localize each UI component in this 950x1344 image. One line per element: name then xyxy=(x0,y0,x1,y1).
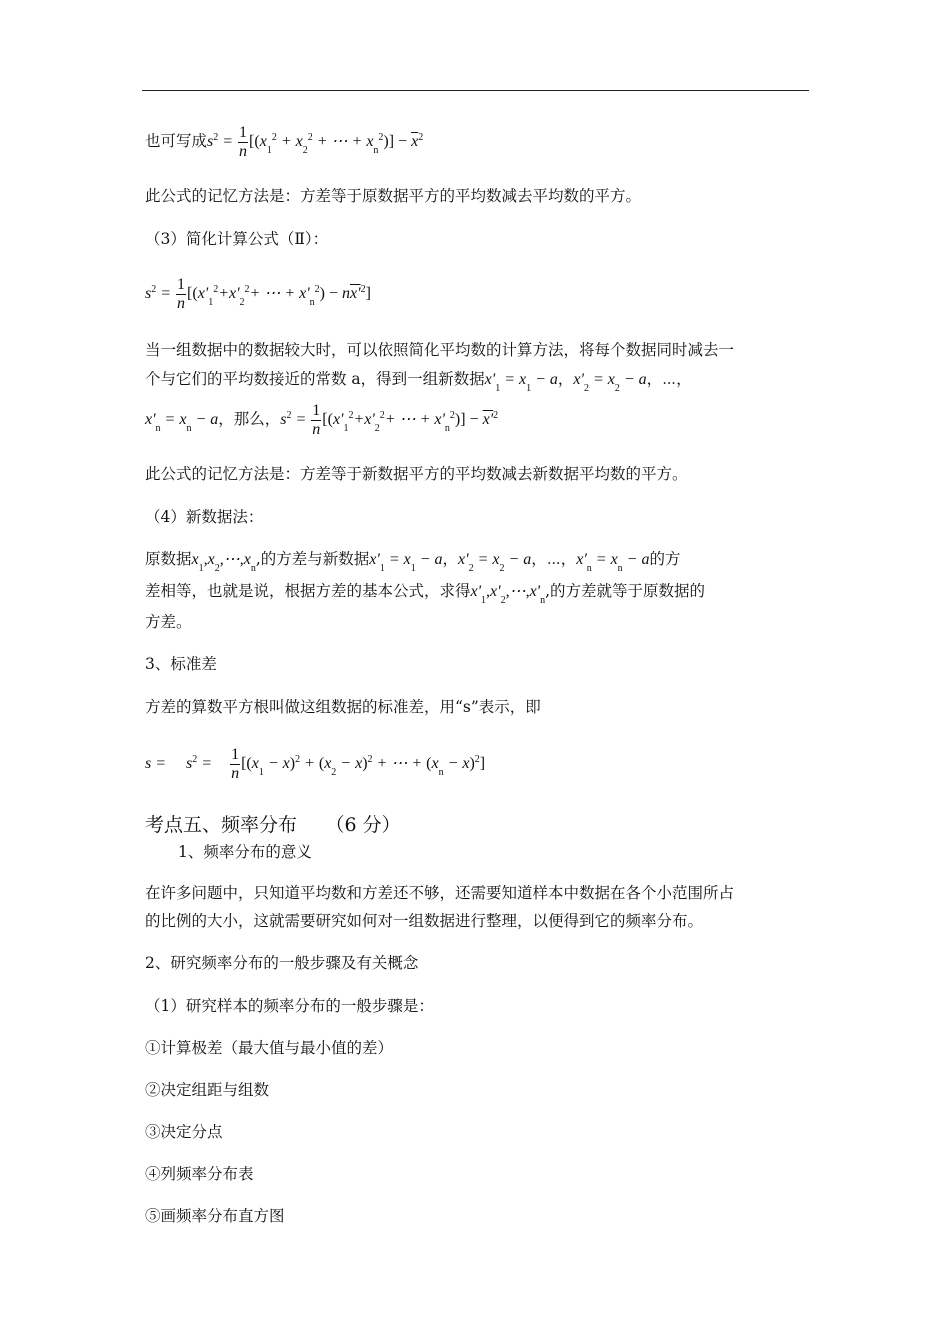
step-4: ④列频率分布表 xyxy=(145,1165,254,1183)
paragraph-3: $x'_n = x_n - a$，那么，$s^2$ = $\frac{1}{n}$ [($x'_1^2+x'_2^2+$ ⋯ + $x'_n^2)] - x'^2$ xyxy=(145,402,499,438)
memo-1: 此公式的记忆方法是：方差等于原数据平方的平均数减去平均数的平方。 xyxy=(145,187,642,205)
memo-2: 此公式的记忆方法是：方差等于新数据平方的平均数减去新数据平均数的平方。 xyxy=(145,465,688,483)
paragraph-6: 方差。 xyxy=(145,613,192,631)
step-3: ③决定分点 xyxy=(145,1123,223,1141)
std-dev-formula: $s = s^2$ = $\frac{1}{n}$ [$(x_1 - x)^2 + (x_2 - x)^2$ + ⋯ + $(x_n - x)^2$] xyxy=(145,746,486,782)
variance-formula-2: $s^2$ = $\frac{1}{n}$ [($x'_1^2+x'_2^2+$ ⋯ + $x'_n^2) - nx'^2$] xyxy=(145,276,371,312)
paragraph-9: 的比例的大小，这就需要研究如何对一组数据进行整理，以便得到它的频率分布。 xyxy=(145,912,704,930)
paragraph-5: 差相等，也就是说，根据方差的基本公式，求得$x'_1,x'_2,\cdots,x'_n$,的方差就等于原数据的 xyxy=(145,582,706,606)
variance-formula-1: $s^2$ = $\frac{1}{n}$ [($x_1^2 + x_2^2$ + ⋯ + $x_n^2)] - \overline{x}^2$ xyxy=(207,124,424,160)
section-heading-5: 考点五、频率分布 （6 分） xyxy=(145,814,401,836)
steps-title: （1）研究样本的频率分布的一般步骤是： xyxy=(145,997,434,1015)
formula-line-2 xyxy=(145,276,371,313)
subheading-1: 1、频率分布的意义 xyxy=(178,843,312,861)
step-2: ②决定组距与组数 xyxy=(145,1081,270,1099)
formula-line-1: 也可写成$s^2$ = $\frac{1}{n}$ [($x_1^2 + x_2^2$ + ⋯ + $x_n^2)] - \overline{x}^2$ xyxy=(145,124,424,160)
paragraph-7: 方差的算数平方根叫做这组数据的标准差，用“s”表示，即 xyxy=(145,698,541,716)
section-3-title: （3）简化计算公式（Ⅱ）： xyxy=(145,230,329,248)
step-1: ①计算极差（最大值与最小值的差） xyxy=(145,1039,394,1057)
header-rule xyxy=(142,90,809,91)
step-5: ⑤画频率分布直方图 xyxy=(145,1207,285,1225)
paragraph-2: 个与它们的平均数接近的常数 a，得到一组新数据$x'_1 = x_1 - a$，$x'_2 = x_2 - a$，⋯， xyxy=(145,370,692,394)
paragraph-8: 在许多问题中，只知道平均数和方差还不够，还需要知道样本中数据在各个小范围所占 xyxy=(145,884,735,902)
section-4-title: （4）新数据法： xyxy=(145,508,264,526)
subheading-2: 2、研究频率分布的一般步骤及有关概念 xyxy=(145,954,419,972)
paragraph-4: 原数据$x_1,x_2,\cdots,x_n$,的方差与新数据$x'_1 = x_1 - a$，$x'_2 = x_2 - a$，⋯，$x'_n = x_n - a$的方 xyxy=(145,550,681,574)
formula-std-dev xyxy=(145,746,485,783)
heading-3: 3、标准差 xyxy=(145,655,217,673)
paragraph-1: 当一组数据中的数据较大时，可以依照简化平均数的计算方法，将每个数据同时减去一 xyxy=(145,341,735,359)
